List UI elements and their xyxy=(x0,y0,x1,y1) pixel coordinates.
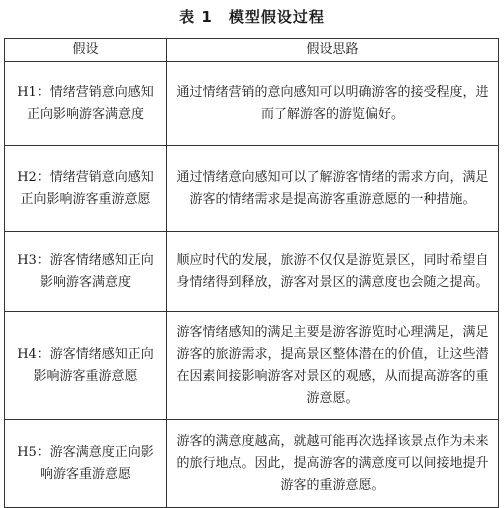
hypothesis-cell: H4：游客情绪感知正向影响游客重游意愿 xyxy=(5,312,167,420)
header-reasoning: 假设思路 xyxy=(167,39,499,62)
table-row xyxy=(5,146,499,232)
reasoning-cell: 游客的满意度越高，就越可能再次选择该景点作为未来的旅行地点。因此，提高游客的满意度可以间接地提升游客的重游意愿。 xyxy=(167,420,499,508)
table-row xyxy=(5,232,499,312)
header-hypothesis: 假设 xyxy=(5,39,167,62)
hypothesis-cell: H2：情绪营销意向感知正向影响游客重游意愿 xyxy=(5,146,167,232)
header-row xyxy=(5,39,499,62)
table-row xyxy=(5,420,499,508)
hypothesis-table xyxy=(4,38,499,508)
reasoning-cell: 游客情绪感知的满足主要是游客游览时心理满足，满足游客的旅游需求，提高景区整体潜在的价值，让这些潜在因素间接影响游客对景区的观感，从而提高游客的重游意愿。 xyxy=(167,312,499,420)
hypothesis-cell: H5：游客满意度正向影响游客重游意愿 xyxy=(5,420,167,508)
reasoning-cell: 顺应时代的发展，旅游不仅仅是游览景区，同时希望自身情绪得到释放，游客对景区的满意度也会随之提高。 xyxy=(167,232,499,312)
table-title: 模型假设过程 xyxy=(228,8,325,26)
reasoning-cell: 通过情绪营销的意向感知可以明确游客的接受程度，进而了解游客的游览偏好。 xyxy=(167,62,499,146)
reasoning-cell: 通过情绪意向感知可以了解游客情绪的需求方向，满足游客的情绪需求是提高游客重游意愿的一种措施。 xyxy=(167,146,499,232)
table-number: 表 1 xyxy=(179,8,213,26)
table-row xyxy=(5,62,499,146)
table-row xyxy=(5,312,499,420)
hypothesis-cell: H1：情绪营销意向感知正向影响游客满意度 xyxy=(5,62,167,146)
table-caption xyxy=(0,6,504,27)
hypothesis-cell: H3：游客情绪感知正向影响游客满意度 xyxy=(5,232,167,312)
